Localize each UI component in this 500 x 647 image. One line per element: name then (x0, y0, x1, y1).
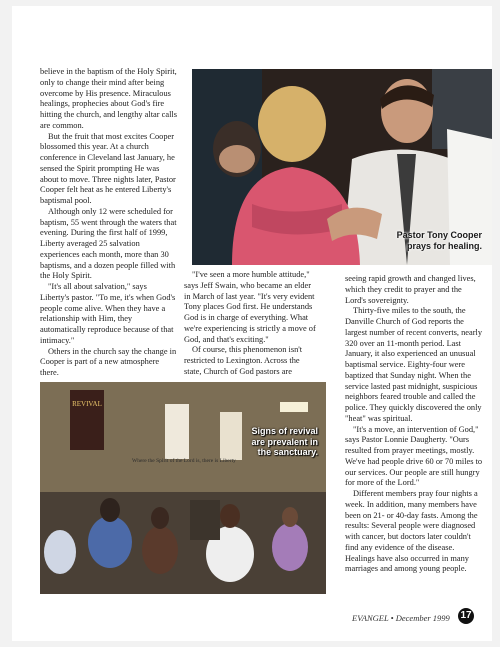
magazine-page (12, 6, 492, 641)
article-paragraph: "It's all about salvation," says Liberty's pastor. "To me, it's when God's people come alive. When they have a relationship with Him, they automatically reproduce because of that intimacy." (40, 282, 176, 345)
article-paragraph: believe in the baptism of the Holy Spirit, only to change their mind after being overcome by His presence. Miraculous healings, prophecies about God's fire hitting the church, and lengthy altar calls are common. (40, 67, 177, 130)
page-footer: EVANGEL • December 1999 (352, 613, 450, 623)
article-column-2 (184, 270, 319, 378)
page-number-badge: 17 (458, 608, 474, 624)
article-paragraph: "I've seen a more humble attitude," says Jeff Swain, who became an elder in March of last year. "It's very evident Tony places God first. He understands God is in charge of everything. What we're experiencing is strictly a move of God, and that's exciting." (184, 270, 316, 344)
article-paragraph: Of course, this phenomenon isn't restricted to Lexington. Across the state, Church of God pastors are (184, 345, 303, 376)
article-column-1 (40, 67, 177, 379)
article-paragraph: "It's a move, an intervention of God," says Pastor Lonnie Daugherty. "Ours resulted from prayer meetings, mostly. We've had people drive 60 or 70 miles to our services. Our people are still hungry for more of the Lord." (345, 424, 483, 488)
article-column-3 (345, 274, 483, 575)
article-paragraph: Thirty-five miles to the south, the Danville Church of God reports the largest number of recent converts, nearly 320 over an 11-month period. Last January, it also experienced an unusual baptismal service. Eighty-four were baptized that Sunday night. When the service lasted past midnight, suspicious neighbors feared trouble and called the police. They quickly discovered the only "heat" was spiritual. (345, 306, 483, 423)
photo-caption-bottom: Signs of revival are prevalent in the sanctuary. (251, 426, 318, 457)
banner-revival-text: REVIVAL (72, 400, 102, 408)
photo-caption-top: Pastor Tony Cooper prays for healing. (396, 230, 482, 251)
article-paragraph: But the fruit that most excites Cooper blossomed this year. At a church conference in Cleveland last January, he sensed the Spirit prompting He was about to move. Three nights later, Pastor Cooper felt heat as he entered Liberty's baptismal pool. (40, 131, 176, 205)
article-paragraph: Different members pray four nights a week. In addition, many members have been on 21- or 40-day fasts. Among the results: Several people were diagnosed with cancer, but doctors later couldn't find any evidence of the disease. Healings have also occurred in many marriages and among young people. (345, 489, 478, 574)
banner-spirit-text: Where the Spirit of the Lord is, there is Liberty (132, 458, 236, 464)
photo-sanctuary-illustration (40, 382, 326, 594)
article-paragraph: Although only 12 were scheduled for baptism, 55 went through the waters that evening. During the first half of 1999, Liberty averaged 25 salvation experiences each month, more than 30 baptisms, and a dozen people filled with the Holy Spirit. (40, 206, 177, 281)
photo-pastor-praying (192, 69, 492, 265)
article-paragraph: seeing rapid growth and changed lives, which they credit to prayer and the Lord's sovereignty. (345, 274, 476, 305)
photo-sanctuary-revival (40, 382, 326, 594)
article-paragraph: Others in the church say the change in Cooper is part of a new atmosphere there. (40, 346, 177, 377)
